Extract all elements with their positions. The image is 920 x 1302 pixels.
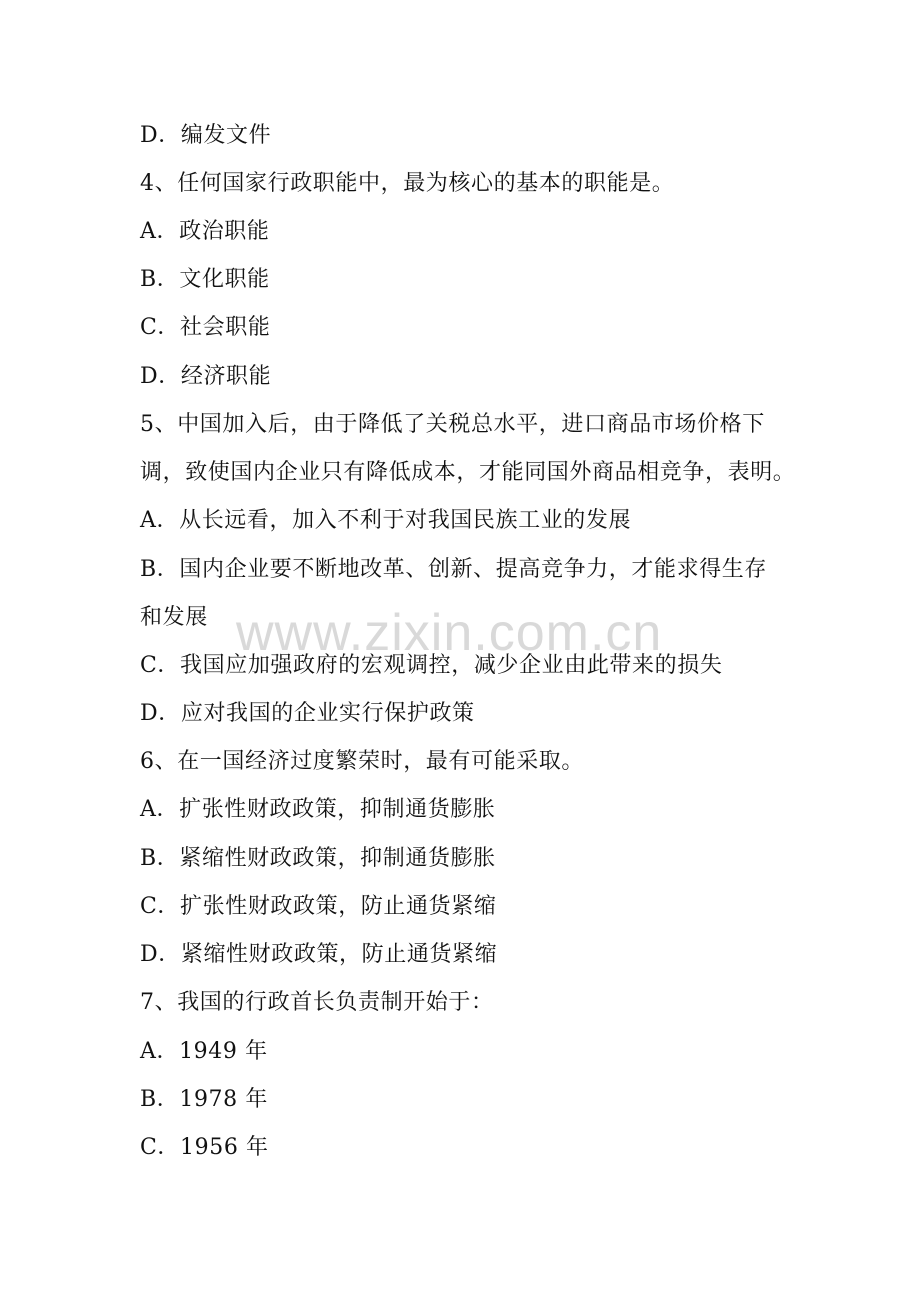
- option-b-q7: B．1978 年: [140, 1087, 268, 1112]
- option-c-q6: C．扩张性财政政策，防止通货紧缩: [140, 894, 497, 919]
- option-a-q5: A．从长远看，加入不利于对我国民族工业的发展: [140, 508, 632, 533]
- question-5-line-1: 5、中国加入后，由于降低了关税总水平，进口商品市场价格下: [140, 412, 765, 437]
- option-a-q6: A．扩张性财政政策，抑制通货膨胀: [140, 797, 496, 822]
- option-a-q7: A．1949 年: [140, 1039, 268, 1064]
- question-4: 4、任何国家行政职能中，最为核心的基本的职能是。: [140, 171, 675, 196]
- option-b-q5-line-2: 和发展: [140, 605, 208, 630]
- option-b-q6: B．紧缩性财政政策，抑制通货膨胀: [140, 846, 496, 871]
- option-c-q5: C．我国应加强政府的宏观调控，减少企业由此带来的损失: [140, 653, 723, 678]
- option-d-q4: D．经济职能: [140, 364, 272, 389]
- watermark: www.zixin.com.cn: [236, 604, 663, 662]
- question-7: 7、我国的行政首长负责制开始于：: [140, 990, 494, 1015]
- option-d-q5: D．应对我国的企业实行保护政策: [140, 701, 475, 726]
- question-5-line-2: 调，致使国内企业只有降低成本，才能同国外商品相竞争，表明。: [140, 460, 796, 485]
- option-c-q7: C．1956 年: [140, 1135, 269, 1160]
- option-a-q4: A．政治职能: [140, 219, 270, 244]
- option-b-q5-line-1: B．国内企业要不断地改革、创新、提高竞争力，才能求得生存: [140, 557, 767, 582]
- question-6: 6、在一国经济过度繁荣时，最有可能采取。: [140, 749, 584, 774]
- option-b-q4: B．文化职能: [140, 267, 270, 292]
- option-c-q4: C．社会职能: [140, 315, 271, 340]
- option-d-q6: D．紧缩性财政政策，防止通货紧缩: [140, 942, 498, 967]
- option-d-q3: D．编发文件: [140, 123, 272, 148]
